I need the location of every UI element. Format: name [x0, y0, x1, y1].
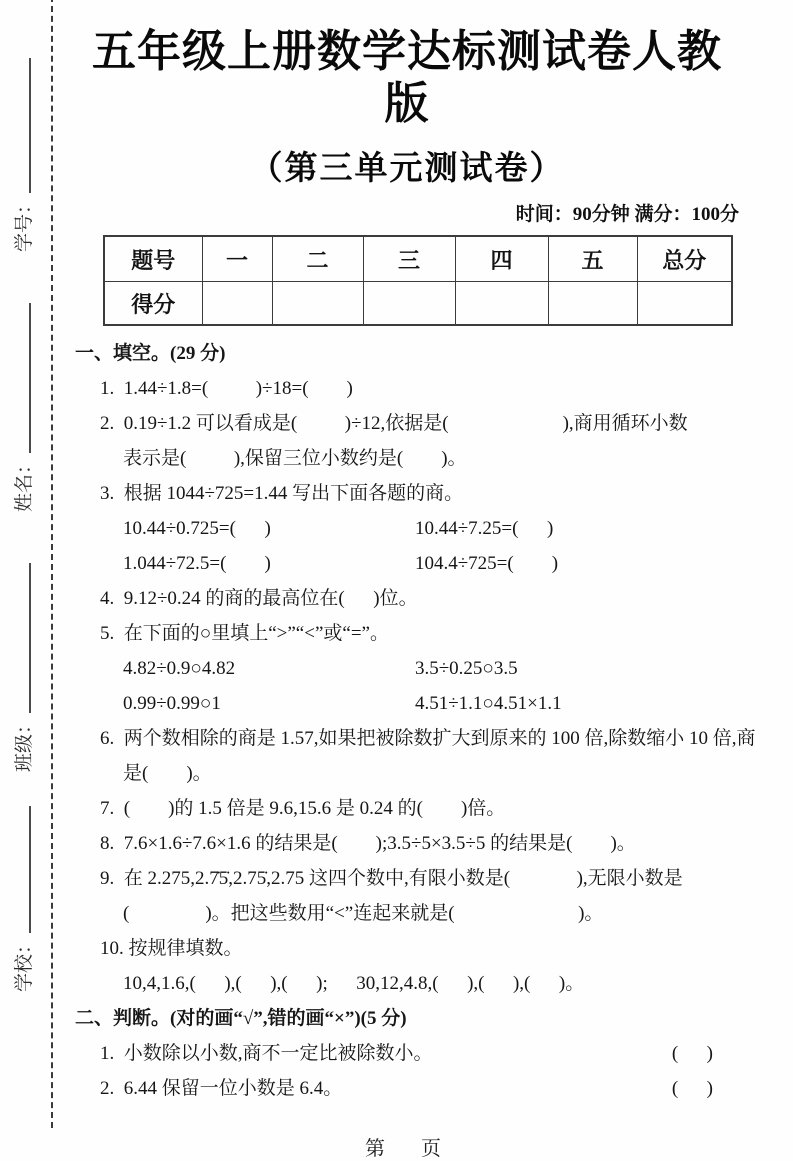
q5-item-a: 4.82÷0.9○4.82: [123, 658, 236, 679]
q3-item-d: 104.4÷725=( ): [415, 553, 559, 574]
judge-item-1-blank: ( ): [671, 1043, 713, 1064]
q3-row-1: [75, 511, 739, 546]
q9-line-2: ( )。把这些数用“<”连起来就是( )。: [123, 903, 604, 924]
score-cell: [272, 282, 363, 326]
judge-item-2: [75, 1071, 739, 1106]
q3-item-c: 1.044÷72.5=( ): [123, 553, 271, 574]
score-table-header-cell: 三: [363, 236, 455, 282]
paper-subtitle: （第三单元测试卷）: [249, 149, 565, 186]
score-table-header-cell: 五: [548, 236, 637, 282]
score-table-header-cell: 四: [455, 236, 548, 282]
q3-item-a: 10.44÷0.725=( ): [123, 518, 271, 539]
q6-line-1: 6. 两个数相除的商是 1.57,如果把被除数扩大到原来的 100 倍,除数缩小 10 倍,商: [100, 728, 756, 749]
class-blank-line: [27, 563, 31, 713]
judge-item-1: [75, 1036, 739, 1071]
class-label: 班级：: [14, 714, 35, 772]
q3-row-2: [75, 546, 739, 581]
score-table-header-cell: 二: [272, 236, 363, 282]
school-label: 学校：: [14, 934, 35, 992]
q10-sequences: 10,4,1.6,( ),( ),( ); 30,12,4.8,( ),( ),( )。: [123, 973, 585, 994]
judge-item-1-text: 1. 小数除以小数,商不一定比被除数小。: [100, 1043, 433, 1064]
score-table-header-cell: 题号: [104, 236, 202, 282]
paper-title: 五年级上册数学达标测试卷人教版: [92, 27, 722, 128]
student-id-label: 学号：: [14, 194, 35, 252]
judge-item-2-blank: ( ): [671, 1078, 713, 1099]
q10-stem: 10. 按规律填数。: [100, 938, 243, 959]
judge-item-2-text: 2. 6.44 保留一位小数是 6.4。: [100, 1078, 343, 1099]
q3-stem: 3. 根据 1044÷725=1.44 写出下面各题的商。: [100, 483, 464, 504]
q5-stem: 5. 在下面的○里填上“>”“<”或“=”。: [100, 623, 389, 644]
score-table-header-row: [104, 236, 732, 282]
test-paper: [75, 0, 756, 1161]
score-cell: [202, 282, 272, 326]
score-cell: [637, 282, 732, 326]
q3-item-b: 10.44÷7.25=( ): [415, 518, 554, 539]
q5-item-c: 0.99÷0.99○1: [123, 693, 221, 714]
time-and-score-info: 时间：90分钟 满分：100分: [515, 204, 739, 225]
student-name-field: [9, 303, 36, 512]
dashed-cut-line: [51, 0, 53, 1128]
q2-line-2: 表示是( ),保留三位小数约是( )。: [123, 448, 467, 469]
section1-heading: 一、填空。(29 分): [75, 343, 226, 364]
student-id-field: [9, 58, 36, 252]
page-number-footer: 第 页: [365, 1138, 449, 1160]
section2-heading: 二、判断。(对的画“√”,错的画“×”)(5 分): [75, 1008, 407, 1029]
q6-line-2: 是( )。: [123, 763, 212, 784]
q5-row-1: [75, 651, 739, 686]
q2-line-1: 2. 0.19÷1.2 可以看成是( )÷12,依据是( ),商用循环小数: [100, 413, 688, 434]
q1-line: 1. 1.44÷1.8=( )÷18=( ): [100, 378, 353, 399]
q5-item-d: 4.51÷1.1○4.51×1.1: [415, 693, 562, 714]
q7-line: 7. ( )的 1.5 倍是 9.6,15.6 是 0.24 的( )倍。: [100, 798, 506, 819]
score-table-header-cell: 总分: [637, 236, 732, 282]
q8-line: 8. 7.6×1.6÷7.6×1.6 的结果是( );3.5÷5×3.5÷5 的结果是( )。: [100, 833, 636, 854]
score-cell: [363, 282, 455, 326]
class-field: [9, 563, 36, 772]
score-cell: [548, 282, 637, 326]
q5-row-2: [75, 686, 739, 721]
score-cell: [455, 282, 548, 326]
school-field: [9, 806, 36, 992]
score-table: [103, 235, 733, 326]
score-table-score-row: [104, 282, 732, 326]
q4-line: 4. 9.12÷0.24 的商的最高位在( )位。: [100, 588, 418, 609]
score-row-label: 得分: [104, 282, 202, 326]
score-table-header-cell: 一: [202, 236, 272, 282]
q9-line-1: 9. 在 2.275,2.7̇5̇,2.75̇,2.75 这四个数中,有限小数是( ),无限小数是: [100, 868, 683, 889]
school-blank-line: [27, 806, 31, 933]
student-id-blank-line: [27, 58, 31, 193]
student-name-label: 姓名：: [14, 454, 35, 512]
student-name-blank-line: [27, 303, 31, 453]
q5-item-b: 3.5÷0.25○3.5: [415, 658, 518, 679]
